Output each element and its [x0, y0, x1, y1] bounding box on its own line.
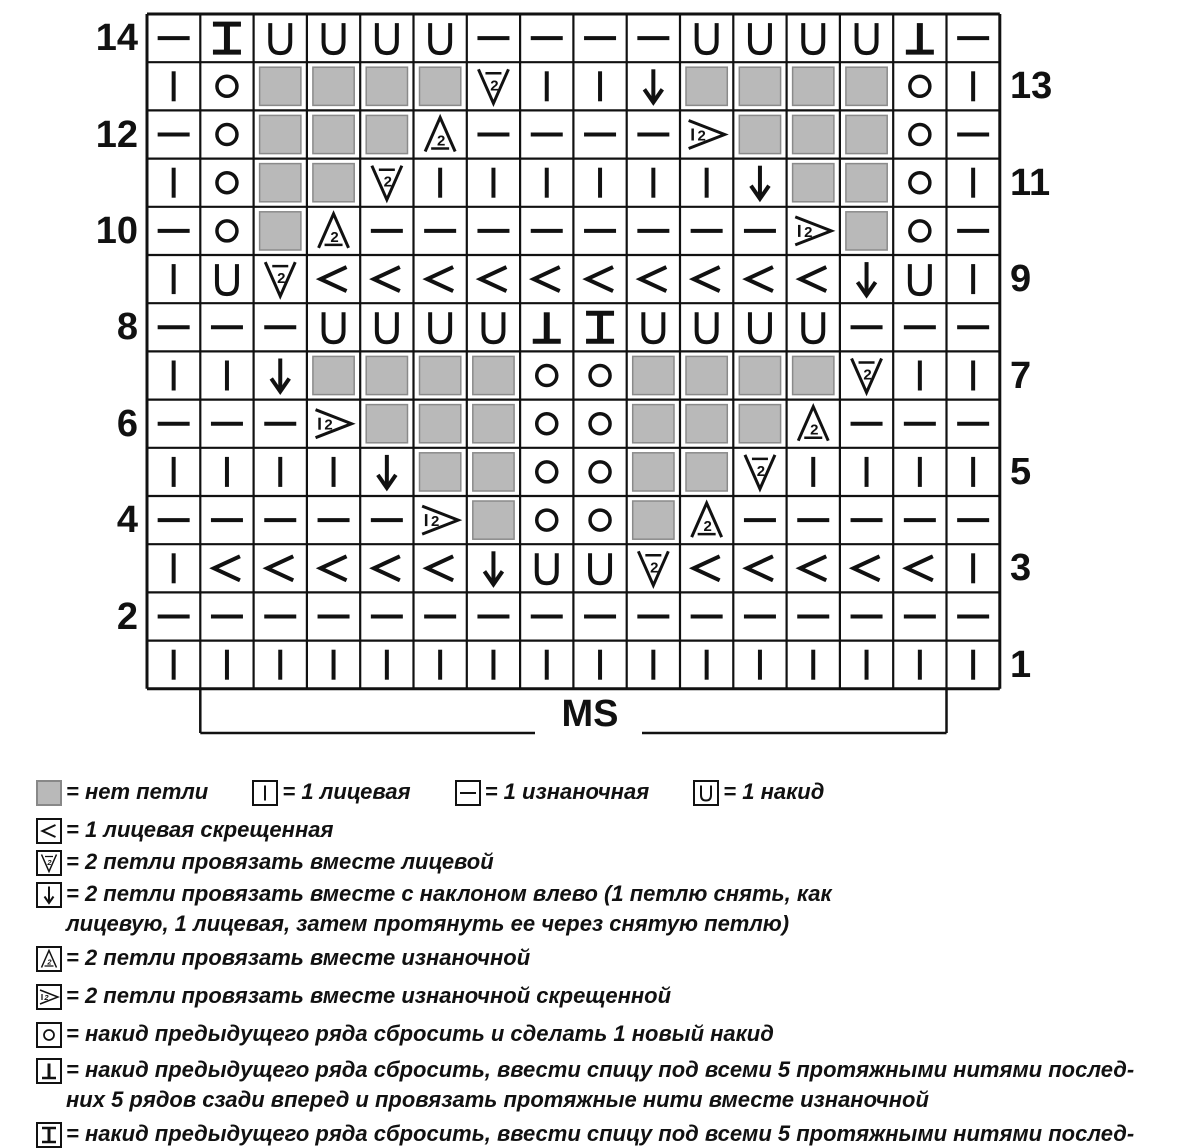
drop-yo-symbol [537, 510, 557, 530]
yarn-over-symbol [537, 553, 557, 583]
svg-text:2: 2 [430, 513, 440, 531]
no-stitch-cell [793, 356, 834, 394]
legend-twisted-knit: = 1 лицевая скрещенная [36, 816, 333, 844]
twisted-knit-symbol [214, 556, 240, 580]
legend-no-stitch: = нет петли [36, 778, 208, 806]
k2tog-symbol [478, 69, 508, 103]
yarn-over-symbol [377, 312, 397, 342]
p2tog-tbl-icon [36, 984, 62, 1010]
no-stitch-cell [260, 67, 301, 105]
no-stitch-cell [793, 115, 834, 153]
twisted-knit-symbol [587, 267, 613, 291]
twisted-knit-symbol [321, 556, 347, 580]
no-stitch-cell [739, 405, 780, 443]
ssk-arrow-symbol [484, 551, 502, 584]
drop-yo-symbol [910, 173, 930, 193]
purl-icon [455, 780, 481, 806]
p2tog-tbl-symbol [795, 217, 831, 245]
no-stitch-cell [633, 405, 674, 443]
svg-text:2: 2 [47, 858, 52, 868]
gather-knit-icon [36, 1122, 62, 1148]
drop-yo-symbol [537, 414, 557, 434]
p2tog-icon [36, 946, 62, 972]
legend-knit: = 1 лицевая [252, 778, 410, 806]
svg-text:2: 2 [697, 127, 706, 145]
no-stitch-cell [633, 356, 674, 394]
svg-text:2: 2 [490, 77, 499, 95]
row-number: 14 [95, 17, 138, 60]
no-stitch-cell [366, 356, 407, 394]
twisted-knit-symbol [374, 267, 400, 291]
svg-text:2: 2 [436, 132, 446, 150]
ssk-arrow-symbol [751, 166, 769, 199]
no-stitch-cell [739, 115, 780, 153]
p2tog-symbol [692, 503, 722, 537]
no-stitch-cell [473, 356, 514, 394]
legend-yarn-over: = 1 накид [693, 778, 824, 806]
no-stitch-cell [739, 67, 780, 105]
drop-yo-symbol [910, 76, 930, 96]
no-stitch-cell [473, 453, 514, 491]
no-stitch-cell [260, 164, 301, 202]
svg-text:2: 2 [383, 173, 393, 191]
drop-yo-symbol [910, 221, 930, 241]
svg-text:2: 2 [324, 416, 333, 434]
legend-purl: = 1 изнаночная [455, 778, 649, 806]
no-stitch-cell [420, 405, 461, 443]
row-number: 7 [1010, 354, 1032, 397]
legend-p2tog: 2 = 2 петли провязать вместе изнаночной [36, 944, 530, 972]
twisted-knit-symbol [694, 267, 720, 291]
twisted-knit-symbol [747, 267, 773, 291]
twisted-knit-symbol [267, 556, 293, 580]
twisted-knit-symbol [374, 556, 400, 580]
drop-yo-symbol [217, 76, 237, 96]
yarn-over-symbol [803, 23, 823, 53]
no-stitch-cell [313, 164, 354, 202]
row-number: 2 [116, 595, 138, 638]
yarn-over-icon [693, 780, 719, 806]
no-stitch-cell [739, 356, 780, 394]
k2tog-symbol [372, 166, 402, 200]
no-stitch-cell [313, 356, 354, 394]
yarn-over-symbol [590, 553, 610, 583]
ssk-arrow-symbol [271, 359, 289, 392]
no-stitch-cell [846, 212, 887, 250]
svg-text:2: 2 [277, 270, 286, 288]
svg-text:2: 2 [863, 366, 872, 384]
yarn-over-symbol [857, 23, 877, 53]
twisted-knit-symbol [427, 556, 453, 580]
twisted-knit-symbol [321, 267, 347, 291]
twisted-knit-symbol [534, 267, 560, 291]
p2tog-symbol [319, 214, 349, 248]
yarn-over-symbol [750, 312, 770, 342]
ssk-arrow-symbol [644, 69, 662, 102]
k2tog-symbol [852, 359, 882, 393]
yarn-over-symbol [324, 312, 344, 342]
twisted-knit-symbol [747, 556, 773, 580]
twisted-knit-symbol [427, 267, 453, 291]
no-stitch-cell [313, 67, 354, 105]
p2tog-symbol [798, 407, 828, 441]
row-number: 9 [1010, 258, 1032, 301]
legend-row-basic [36, 778, 862, 806]
twisted-knit-symbol [800, 556, 826, 580]
no-stitch-cell [260, 115, 301, 153]
legend-ssk-continued: лицевую, 1 лицевая, затем протянуть ее через снятую петлю) [66, 911, 790, 936]
drop-yo-symbol [537, 366, 557, 386]
legend-k2tog: 2 = 2 петли провязать вместе лицевой [36, 848, 494, 876]
yarn-over-symbol [217, 264, 237, 294]
yarn-over-symbol [803, 312, 823, 342]
no-stitch-cell [686, 67, 727, 105]
no-stitch-cell [793, 67, 834, 105]
p2tog-symbol [425, 118, 455, 152]
row-number: 13 [1010, 65, 1053, 108]
yarn-over-symbol [324, 23, 344, 53]
svg-text:2: 2 [44, 993, 49, 1003]
drop-yo-symbol [910, 125, 930, 145]
no-stitch-cell [686, 453, 727, 491]
drop-yo-symbol [217, 125, 237, 145]
row-number: 5 [1010, 450, 1032, 493]
row-number: 1 [1010, 643, 1032, 686]
knit-icon [252, 780, 278, 806]
drop-yo-symbol [537, 462, 557, 482]
no-stitch-cell [846, 115, 887, 153]
yarn-over-symbol [430, 312, 450, 342]
gather-knit-symbol [213, 24, 241, 52]
row-number: 11 [1010, 161, 1051, 204]
twisted-knit-symbol [694, 556, 720, 580]
no-stitch-cell [260, 212, 301, 250]
drop-yo-symbol [590, 414, 610, 434]
p2tog-tbl-symbol [316, 410, 352, 438]
twisted-knit-symbol [854, 556, 880, 580]
no-stitch-cell [473, 405, 514, 443]
ssk-arrow-symbol [378, 455, 396, 488]
drop-yo-symbol [590, 462, 610, 482]
twisted-knit-icon [36, 818, 62, 844]
twisted-knit-symbol [480, 267, 506, 291]
k2tog-symbol [638, 551, 668, 585]
twisted-knit-symbol [800, 267, 826, 291]
repeat-label: MS [561, 693, 619, 735]
drop-yo-symbol [590, 510, 610, 530]
no-stitch-cell [366, 115, 407, 153]
legend-drop-yo: = накид предыдущего ряда сбросить и сделать 1 новый накид [36, 1020, 774, 1048]
legend-gather-knit: = накид предыдущего ряда сбросить, ввести спицу под всеми 5 протяжными нитями послед- [36, 1120, 1134, 1148]
row-number: 6 [116, 402, 138, 445]
drop-yo-symbol [217, 221, 237, 241]
yarn-over-symbol [697, 23, 717, 53]
legend-ssk: = 2 петли провязать вместе с наклоном влево (1 петлю снять, как [36, 880, 832, 908]
no-stitch-cell [420, 67, 461, 105]
yarn-over-symbol [483, 312, 503, 342]
ssk-arrow-icon [36, 882, 62, 908]
k2tog-symbol [745, 455, 775, 489]
no-stitch-cell [633, 501, 674, 539]
no-stitch-cell [473, 501, 514, 539]
row-number: 3 [1010, 547, 1032, 590]
svg-text:2: 2 [330, 228, 339, 246]
no-stitch-cell [313, 115, 354, 153]
no-stitch-cell [686, 405, 727, 443]
gather-purl-symbol [906, 23, 934, 52]
twisted-knit-symbol [640, 267, 666, 291]
no-stitch-cell [420, 356, 461, 394]
yarn-over-symbol [643, 312, 663, 342]
no-stitch-cell [633, 453, 674, 491]
k2tog-icon [36, 850, 62, 876]
no-stitch-icon [36, 780, 62, 806]
yarn-over-symbol [377, 23, 397, 53]
svg-text:2: 2 [804, 223, 813, 241]
no-stitch-cell [420, 453, 461, 491]
legend-gather-purl: = накид предыдущего ряда сбросить, ввести спицу под всеми 5 протяжными нитями послед- [36, 1056, 1134, 1084]
gather-purl-icon [36, 1058, 62, 1084]
yarn-over-symbol [430, 23, 450, 53]
drop-yo-symbol [217, 173, 237, 193]
ssk-arrow-symbol [858, 262, 876, 295]
no-stitch-cell [793, 164, 834, 202]
k2tog-symbol [265, 262, 295, 296]
no-stitch-cell [846, 67, 887, 105]
row-number: 10 [95, 209, 138, 252]
drop-yo-symbol [590, 366, 610, 386]
svg-text:2: 2 [47, 957, 52, 967]
row-number: 12 [95, 113, 138, 156]
legend-p2tog-tbl: 2 = 2 петли провязать вместе изнаночной скрещенной [36, 982, 671, 1010]
svg-text:2: 2 [703, 518, 712, 536]
no-stitch-cell [846, 164, 887, 202]
yarn-over-symbol [750, 23, 770, 53]
yarn-over-symbol [697, 312, 717, 342]
gather-purl-symbol [533, 312, 561, 341]
yarn-over-symbol [910, 264, 930, 294]
svg-text:2: 2 [650, 559, 659, 577]
row-number: 4 [116, 499, 138, 542]
svg-text:2: 2 [810, 421, 819, 439]
twisted-knit-symbol [907, 556, 933, 580]
gather-knit-symbol [586, 313, 614, 341]
row-number: 8 [116, 306, 138, 349]
p2tog-tbl-symbol [422, 506, 458, 534]
legend-gather-purl-continued: них 5 рядов сзади вперед и провязать протяжные нити вместе изнаночной [66, 1087, 929, 1112]
no-stitch-cell [366, 67, 407, 105]
drop-yo-icon [36, 1022, 62, 1048]
no-stitch-cell [366, 405, 407, 443]
svg-text:2: 2 [756, 462, 766, 480]
yarn-over-symbol [270, 23, 290, 53]
p2tog-tbl-symbol [689, 121, 725, 149]
no-stitch-cell [686, 356, 727, 394]
